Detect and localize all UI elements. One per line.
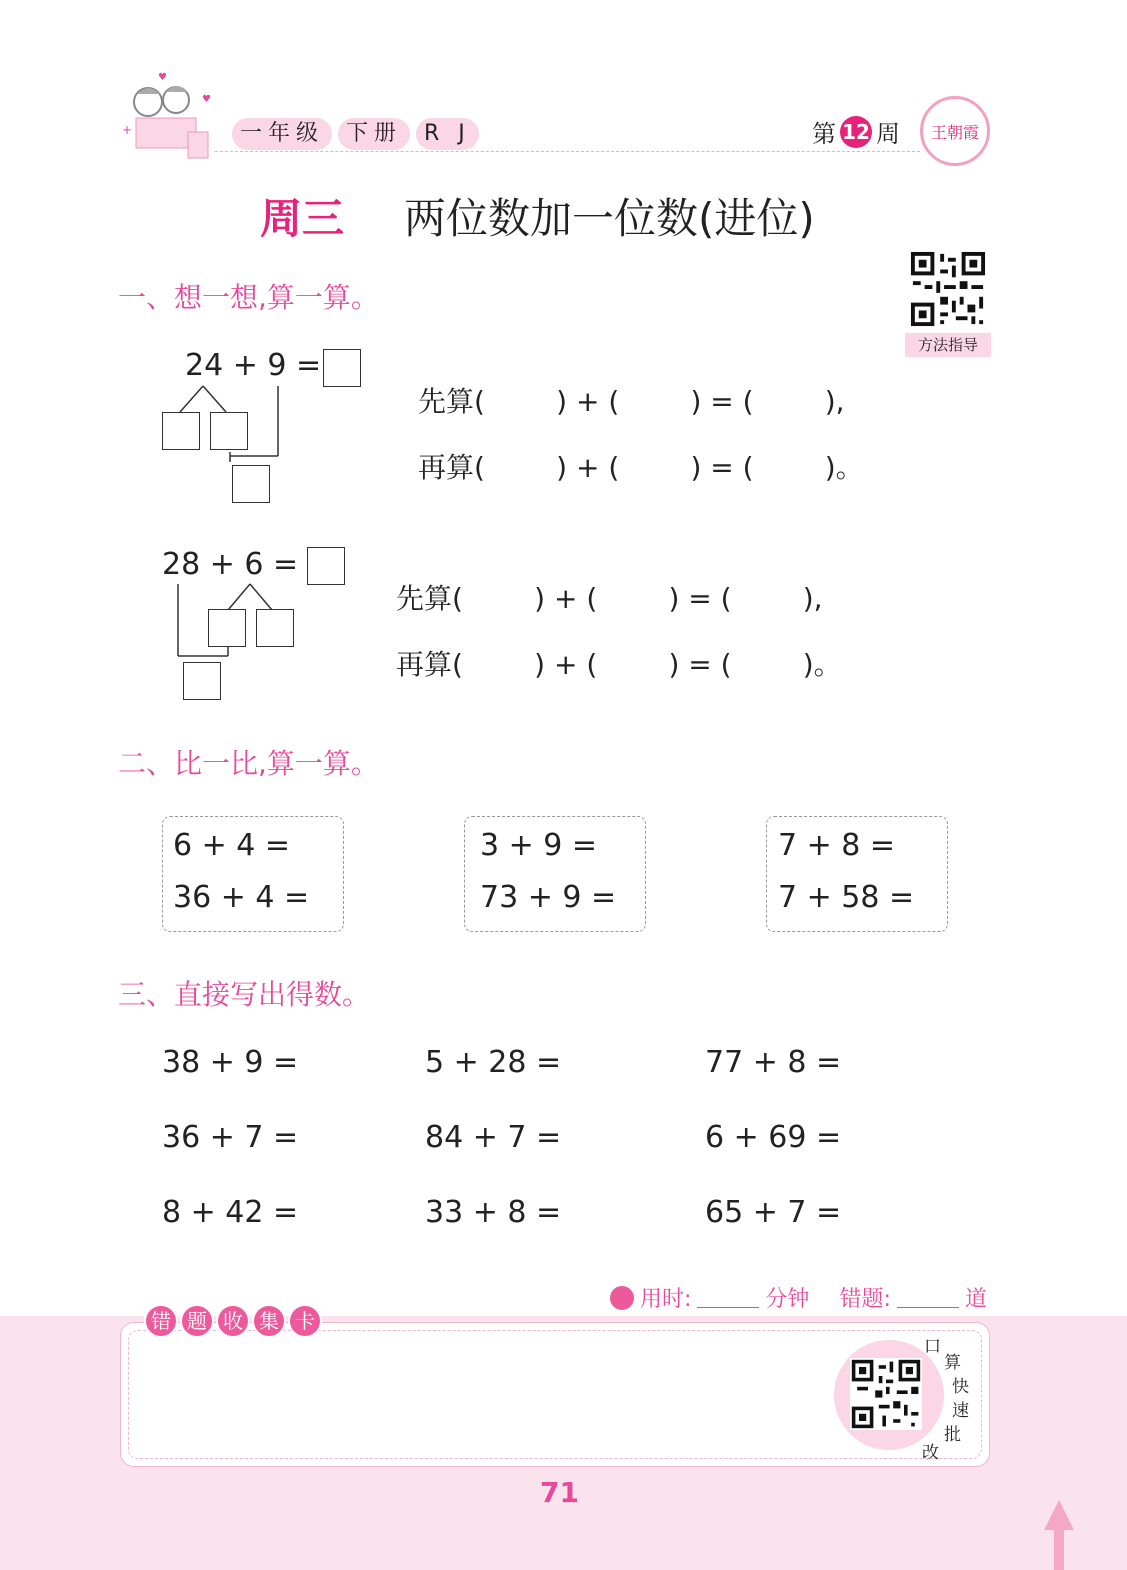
quick-check-char: 快 xyxy=(952,1377,969,1397)
section-2-heading: 二、比一比,算一算。 xyxy=(118,747,379,780)
direct-problem[interactable]: 33 + 8 = xyxy=(425,1195,562,1230)
problem-1-answer-box[interactable] xyxy=(323,349,361,387)
quick-check-char: 口 xyxy=(924,1337,941,1357)
error-card-tag xyxy=(144,1304,322,1338)
problem-2-step-1[interactable]: 先算( ) + ( ) = ( ), xyxy=(396,582,823,615)
page-number: 71 xyxy=(540,1476,579,1509)
time-tracker xyxy=(610,1282,987,1313)
tag-char: 错 xyxy=(144,1304,178,1338)
grade-pill: 一年级 xyxy=(232,118,332,150)
week-number: 12 xyxy=(840,116,872,148)
compare-3-a[interactable]: 7 + 8 = xyxy=(778,828,896,863)
time-unit: 分钟 xyxy=(765,1287,810,1312)
time-label: 用时: xyxy=(640,1287,692,1312)
problem-2-step-2[interactable]: 再算( ) + ( ) = ( )。 xyxy=(396,648,842,681)
error-blank[interactable] xyxy=(897,1287,959,1308)
time-blank[interactable] xyxy=(697,1287,759,1308)
error-unit: 道 xyxy=(964,1287,987,1312)
direct-problem[interactable]: 8 + 42 = xyxy=(162,1195,299,1230)
tag-char: 题 xyxy=(180,1304,214,1338)
lesson-title: 两位数加一位数(进位) xyxy=(404,194,815,243)
error-label: 错题: xyxy=(839,1287,891,1312)
direct-problem[interactable]: 6 + 69 = xyxy=(705,1120,842,1155)
week-prefix: 第 xyxy=(812,120,836,148)
tag-char: 卡 xyxy=(288,1304,322,1338)
direct-problem[interactable]: 65 + 7 = xyxy=(705,1195,842,1230)
compare-2-b[interactable]: 73 + 9 = xyxy=(480,880,617,915)
direct-problem[interactable]: 5 + 28 = xyxy=(425,1045,562,1080)
seal-text: 王朝霞 xyxy=(930,122,979,142)
compare-3-b[interactable]: 7 + 58 = xyxy=(778,880,915,915)
header-divider xyxy=(215,151,920,152)
book-info xyxy=(232,118,479,150)
direct-problem[interactable]: 38 + 9 = xyxy=(162,1045,299,1080)
problem-1-sum-box[interactable] xyxy=(232,465,270,503)
problem-2-split-box-1[interactable] xyxy=(208,609,246,647)
qr-code-icon xyxy=(908,250,988,328)
week-suffix: 周 xyxy=(876,120,900,148)
tag-char: 集 xyxy=(252,1304,286,1338)
volume-pill: 下册 xyxy=(338,118,410,150)
quick-check-char: 改 xyxy=(922,1443,939,1463)
direct-problem[interactable]: 36 + 7 = xyxy=(162,1120,299,1155)
problem-2-equation: 28 + 6 = xyxy=(162,547,299,582)
direct-problem[interactable]: 84 + 7 = xyxy=(425,1120,562,1155)
direct-problem[interactable]: 77 + 8 = xyxy=(705,1045,842,1080)
problem-1-step-2[interactable]: 再算( ) + ( ) = ( )。 xyxy=(418,451,864,484)
arrow-up-icon xyxy=(1044,1500,1074,1570)
method-guide-label: 方法指导 xyxy=(905,333,991,357)
problem-1-equation: 24 + 9 = xyxy=(185,348,322,383)
week-indicator xyxy=(812,114,900,149)
compare-1-a[interactable]: 6 + 4 = xyxy=(173,828,291,863)
tag-char: 收 xyxy=(216,1304,250,1338)
section-1-heading: 一、想一想,算一算。 xyxy=(118,281,379,314)
section-3-heading: 三、直接写出得数。 xyxy=(118,978,371,1011)
quick-check-char: 批 xyxy=(944,1425,961,1445)
quick-check-char: 速 xyxy=(952,1401,969,1421)
problem-2-answer-box[interactable] xyxy=(307,547,345,585)
svg-text:♥: ♥ xyxy=(158,72,167,83)
day-title: 周三 xyxy=(260,194,345,243)
problem-2-split-box-2[interactable] xyxy=(256,609,294,647)
problem-1-step-1[interactable]: 先算( ) + ( ) = ( ), xyxy=(418,385,845,418)
problem-1-split-box-2[interactable] xyxy=(210,412,248,450)
svg-text:+: + xyxy=(122,123,133,137)
compare-2-a[interactable]: 3 + 9 = xyxy=(480,828,598,863)
quick-check-char: 算 xyxy=(944,1353,961,1373)
author-seal xyxy=(920,96,990,166)
qr-code-icon[interactable] xyxy=(850,1358,922,1430)
compare-1-b[interactable]: 36 + 4 = xyxy=(173,880,310,915)
svg-text:♥: ♥ xyxy=(202,94,211,105)
stopwatch-icon xyxy=(610,1286,634,1310)
problem-1-split-box-1[interactable] xyxy=(162,412,200,450)
problem-2-sum-box[interactable] xyxy=(183,662,221,700)
edition-pill: R J xyxy=(416,118,479,150)
kids-reading-illustration xyxy=(118,72,218,162)
